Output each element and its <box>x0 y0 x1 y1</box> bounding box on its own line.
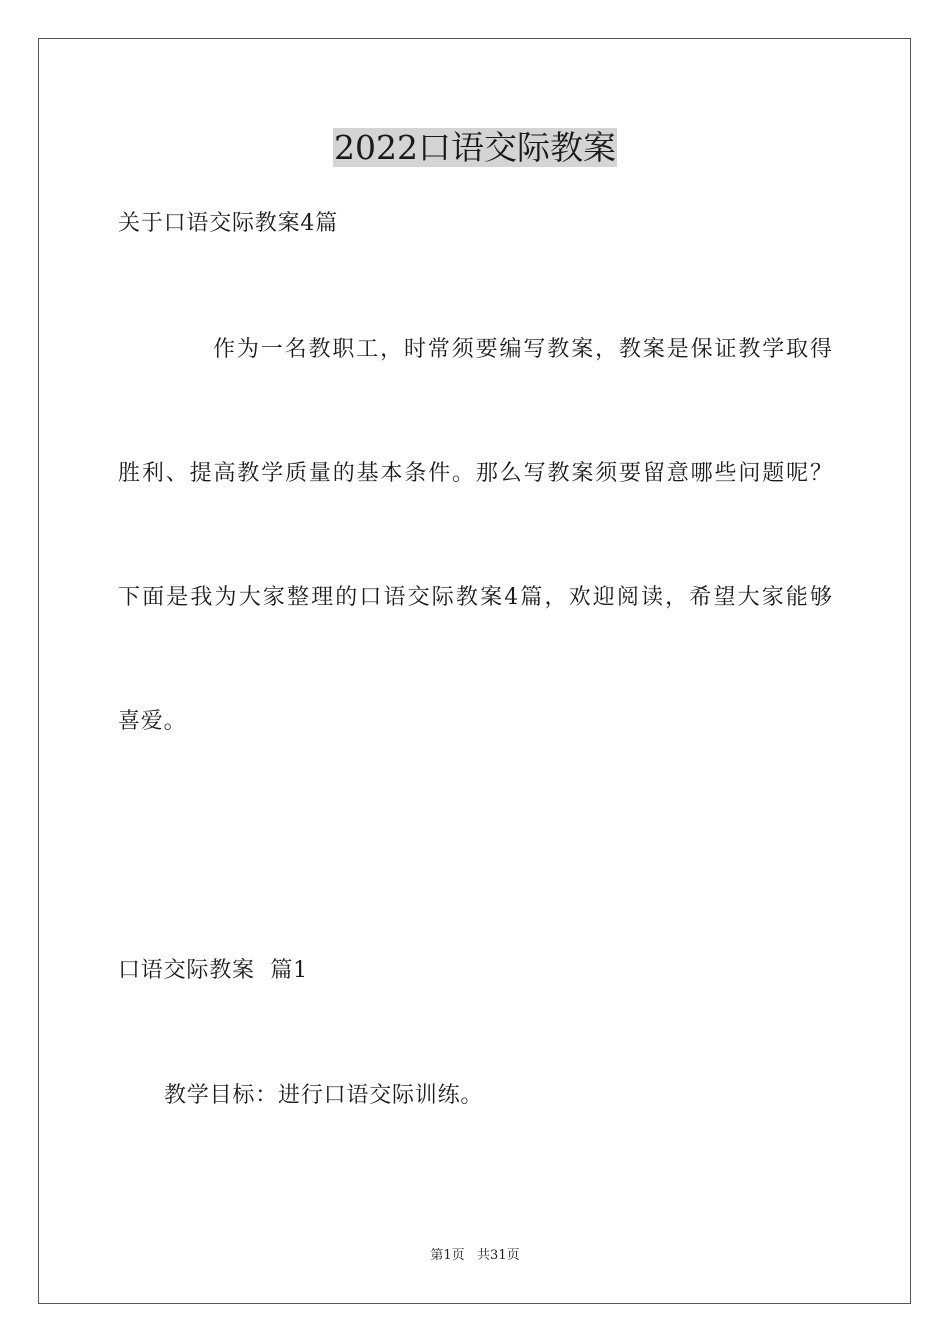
document-title <box>0 126 950 170</box>
paragraph-line: 胜利、提高教学质量的基本条件。那么写教案须要留意哪些问题呢？ <box>118 461 832 486</box>
paragraph-line: 作为一名教职工，时常须要编写教案，教案是保证教学取得 <box>213 337 832 362</box>
paragraph-line: 喜爱。 <box>118 709 187 734</box>
page-footer: 第1页 共31页 <box>430 1248 520 1263</box>
article-subtitle: 关于口语交际教案4篇 <box>118 211 338 236</box>
paragraph-line: 下面是我为大家整理的口语交际教案4篇，欢迎阅读，希望大家能够 <box>118 585 832 610</box>
document-title-text: 2022口语交际教案 <box>334 128 616 167</box>
section-heading: 口语交际教案 篇1 <box>118 958 308 983</box>
paragraph-line: 教学目标：进行口语交际训练。 <box>164 1083 484 1108</box>
